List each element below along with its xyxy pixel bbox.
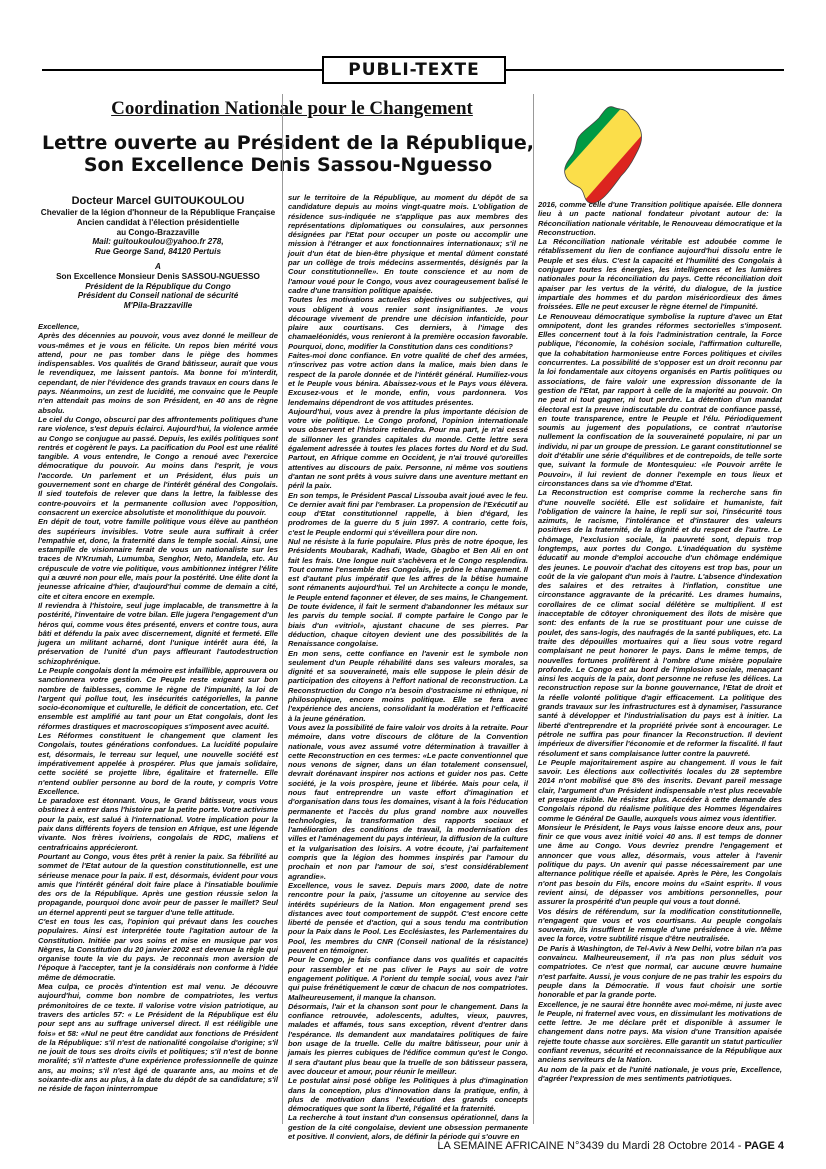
footer-separator: - [734, 1140, 745, 1152]
paragraph: Vos désirs de référendum, sur la modification constitutionnelle, n'engagent que vous et vos courtisans. Au peuple congolais souverain, ils insufflent le remugle d'une présidence à vie. Même avec la force, votre subtilité risque d'être neutralisée. [538, 906, 782, 944]
text-column-3 [538, 200, 782, 1120]
author-block [38, 194, 278, 311]
addressee-marker: A [155, 261, 161, 271]
author-mail: Mail: guitoukoulou@yahoo.fr 278, [92, 237, 224, 247]
paragraph: Le Peuple congolais dont la mémoire est infaillible, approuvera ou sanctionnera votre gestion. Ce Peuple reste exigeant sur bon nombre de faiblesses, comme le règne de l'impunité, la loi de l'argent qui pollue tout, les insécurités catégorielles, la panne socio-économique et culturelle, le déficit de concertation, etc. Cet ensemble est amplifié au tant pour un Etat congolais, dont les réformes drastiques et macroscopiques s'imposent avec acuité. [38, 665, 278, 731]
author-name: Docteur Marcel GUITOUKOULOU [71, 195, 245, 207]
paragraph: Après des décennies au pouvoir, vous avez donné le meilleur de vous-mêmes et je vous en félicite. Un repos bien mérité vous attend, pour ne pas tomber dans le piège des hommes indispensables. Vos qualités de Grand bâtisseur, aurait que vous le revendiquez, me laissent pantois. Ma bonne foi m'interdit, cependant, de nier l'évidence des grands travaux en cours dans le pays. Néanmoins, un zest de lucidité, me convainc que le Peuple n'en attendait pas moins de son Président, en 40 ans de règne absolu. [38, 331, 278, 415]
paragraph: Toutes les motivations actuelles objectives ou subjectives, qui vous obligent à vous renier sont insignifiantes. Je vous décourage vivement de prendre une décision infanticide, pour plaire aux courtisans. Ces derniers, à l'image des chamaeléonidés, vous renieront à la première occasion favorable. Pourquoi, donc, modifier la Constitution dans ces conditions? [288, 295, 528, 351]
text-column-1 [38, 322, 278, 1127]
recipient-name: Son Excellence Monsieur Denis SASSOU-NGUESSO [56, 271, 260, 281]
page-footer [437, 1140, 784, 1152]
author-title-3: au Congo-Brazzaville [116, 227, 200, 237]
paragraph: Le postulat ainsi posé oblige les Politiques à plus d'imagination dans la conception, plus d'innovation dans la pratique, enfin, à plus de motivation dans l'exécution des grands concepts démocratiques que sont la liberté, l'égalité et la fraternité. [288, 1076, 528, 1114]
column-rule-1 [282, 94, 283, 1124]
paragraph: Il reviendra à l'histoire, seul juge implacable, de transmettre à la postérité, l'inventaire de votre bilan. Elle jugera l'engagement d'un héros qui, comme vous êtes présenté, envers et contre tous, aura bâti et défendu la paix avec discernement, dignité et fermeté. Elle jugera un militant acharné, dont l'unique intérêt aura été, la préservation de l'unité d'un pays affleurant l'autodestruction schizophrénique. [38, 600, 278, 666]
paragraph: Pour le Congo, je fais confiance dans vos qualités et capacités pour rassembler et ne pas cliver le Pays au soir de votre engagement politique. A l'orient du temple social, vous avez l'air qui puise frénétiquement le cœur de chacun de nos compatriotes. Malheureusement, il manque la chanson. [288, 955, 528, 1002]
paragraph: Excellence, je ne saurai être honnête avec moi-même, ni juste avec le Peuple, ni fraternel avec vous, en dissimulant les motivations de cette lettre. Je me déclare prêt et disponible à assumer le changement dans notre pays. Ma vision d'une Transition apaisée rejette toute chasse aux sorcières. Elle garantit un statut particulier confiant revenus, sécurité et reconnaissance de la République aux anciens serviteurs de la Nation. [538, 999, 782, 1065]
author-title-2: Ancien candidat à l'élection présidentielle [76, 217, 240, 227]
paragraph: Aujourd'hui, vous avez à prendre la plus importante décision de votre vie politique. Le Congo profond, l'opinion internationale vous observent et l'histoire retiendra. Pour ma part, je n'ai cessé de sillonner les grandes capitales du monde. Cette lettre sera également adressée à toutes les places fortes du Nord et du Sud. Partout, en Afrique comme en Occident, je n'ai trouvé qu'oreilles attentives au discours de paix. Personne, ni même vos soutiens d'antan ne sont prêts à vous suivre dans une aventure mettant en péril la paix. [288, 406, 528, 491]
paragraph: Excellence, [38, 322, 80, 331]
paragraph: La Réconciliation nationale véritable est adoubée comme le rétablissement du lien de confiance aujourd'hui dissolu entre le Peuple et ses élus. C'est la capacité et l'humilité des Congolais à conjuguer toutes les énergies, les intelligences et les lumières nationales pour la réconciliation du pays. Cette réconciliation doit apaiser par les vertus de la vérité, du dialogue, de la justice impartiale des hommes et du pardon miséricordieux des âmes froissées. Elle ne peut excuser le règne éternel de l'impunité. [538, 237, 782, 312]
column-rule-2 [533, 94, 534, 1124]
paragraph: La Reconstruction est comprise comme la recherche sans fin d'une nouvelle société. Elle est solidaire et humaniste, fait l'obligation de vaincre la haine, le repli sur soi, l'insécurité tous azimuts, le racisme, l'intolérance et d'instaurer des valeurs positives de la fraternité, de la dignité et du respect de l'autre. Le chômage, l'exclusion sociale, la pauvreté sont, depuis trop longtemps, aux portes du Congo. L'inadéquation du système éducatif au monde d'emploi accouche d'un chômage endémique des jeunes. Le pouvoir d'achat des citoyens est trop bas, pour un coût de la vie galopant d'un mois à l'autre. L'absence d'indexation des salaires et des retraites à l'inflation, constitue une circonstance aggravante de la précarité. Les drames humains, corollaires de ce climat social délétère se multiplient. Il est inacceptable de côtoyer chroniquement des îlots de misère que sont: des enfants de la rue se prostituant pour une cuisse de poulet, des sans-logis, des naufragés de la santé publiques, etc. La traite des dépouilles mortuaires qui a lieu sous votre regard complaisant ne peut honorer le pays. Dans le même temps, de nouvelles fortunes prolifèrent à l'ombre d'une misère populaire profonde. Le Congo est au bord de l'implosion sociale, menaçant ainsi les acquis de la paix, dont personne ne refuse les délices. La reconstruction repose sur la bonne gouvernance, l'Etat de droit et la réelle volonté politique d'agir efficacement. La politique des grands travaux sur les infrastructures est à dynamiser, l'assurance santé à développer et l'industrialisation du pays est à initier. La liberté d'entreprendre et la propriété privée sont à encourager. Le pétrole ne suffira pas pour financer la Reconstruction. Il devient impérieux de diversifier l'économie et de reformer la fiscalité. Il faut résolument et sans complaisance lutter contre la pauvreté. [538, 488, 782, 758]
article-title [38, 132, 538, 176]
title-line-2: Son Excellence Denis Sassou-Nguesso [83, 154, 493, 176]
paragraph: Le Renouveau démocratique symbolise la rupture d'avec un Etat omnipotent, dont les grandes réformes sectorielles s'imposent. Elles concernent tout à la fois l'administration centrale, la Force publique, l'économie, la cohésion sociale, l'affirmation culturelle, que la cohabitation harmonieuse entre Forces politiques et civiles concurrentes. La possibilité de s'opposer est un droit reconnu par la loi fondamentale aux citoyens organisés en Partis politiques ou associations, de faire valoir une expression dissonante de la gestion de l'Etat, par rapport à celle de la majorité au pouvoir. On ne peut ni tout gagner, ni tout perdre. La détention d'un mandat électoral est la preuve indiscutable du contrat de confiance passé, en toute transparence, entre le Peuple et l'élu. Périodiquement soumis au jugement des populations, ce contrat n'autorise nullement la confiscation de la souveraineté populaire, ni par un individu, ni par un groupe de pression. Le garant constitutionnel se doit d'établir une série d'équilibres et de contrepoids, de telle sorte que, suivant la formule de Montesquieu: «le Pouvoir arrête le Pouvoir», il lui revient de donner l'exemple en tous lieux et circonstances dans sa vie d'homme d'Etat. [538, 311, 782, 488]
paragraph: Monsieur le Président, le Pays vous laisse encore deux ans, pour finir ce que vous avez initié voici 40 ans. Il est temps de donner une âme au Congo. Vous devriez prendre l'engagement et annoncer que vous allez, désormais, vous atteler à l'avenir politique du pays. Un avenir qui passe nécessairement par une alternance politique réelle et apaisée. Après le Père, les Congolais n'ont pas besoin du Fils, encore moins du «Saint esprit». Il vous revient ainsi, de dépasser vos ambitions personnelles, pour assurer la prospérité d'un peuple qui vous a tout donné. [538, 822, 782, 907]
paragraph: Vous avez la possibilité de faire valoir vos droits à la retraite. Pour mémoire, dans votre discours de clôture de la Convention nationale, vous avez assumé votre détermination à travailler à cette Reconstruction en ces termes: «Le pacte conventionnel que nous venons de signer, dans un élan totalement consensuel, devrait dorénavant inspirer nos actions et guider nos pas. Cette société, je la vois prospère, jeune et libérée. Mais pour cela, il nous faut entreprendre un vaste effort d'imagination et d'organisation dans tous les domaines, visant à la fois l'éducation permanente et l'accès du plus grand nombre aux nouvelles technologies, la transformation des rapports sociaux et l'amélioration des conditions de travail, la modernisation des villes et l'aménagement du pays intérieur, la diffusion de la culture et la vulgarisation des loisirs. A votre écoute, j'ai parfaitement compris que la légion des hommes inspirés par l'amour du prochain et non par l'amour de soi, s'est considérablement agrandie». [288, 722, 528, 881]
paragraph: Désormais, l'air et la chanson sont pour le changement. Dans la confiance retrouvée, adolescents, adultes, vieux, pauvres, malades et affamés, tous sans exception, rêvent d'entrer dans l'espérance. Ils demandent aux mandataires politiques de faire bon usage de la truelle. Celle du maître bâtisseur, pour unir à jamais les pierres cubiques de l'édifice commun qu'est le Congo. Il sera d'autant plus beau que la truelle de son bâtisseur passera, avec douceur et amour, pour réunir le meilleur. [288, 1001, 528, 1076]
page-number: PAGE 4 [744, 1140, 784, 1152]
paragraph: En son temps, le Président Pascal Lissouba avait joué avec le feu. Ce dernier avait fini par l'embraser. La propension de l'Exécutif au coup d'Etat constitutionnel rappelle, à bien d'égard, les prodromes de la guerre du 5 juin 1997. A contrario, cette fois, c'est le Peuple endormi qui s'éveillera pour dire non. [288, 490, 528, 537]
recipient-title-1: Président de la République du Congo [85, 281, 231, 291]
paragraph: En dépit de tout, votre famille politique vous élève au panthéon des supérieurs invisibles. Votre seule aura suffirait à créer l'empathie et, donc, la fraternité dans le temple social. Ainsi, une estampille de visionnaire ferait de vous un nationaliste sur les traces de N'Krumah, Lumumba, Senghor, Neto, Mandela, etc. Au crépuscule de votre vie politique, vous ambitionnez intégrer l'élite qui a œuvré non pour elle, mais pour la postérité. Une élite dont la jeunesse africaine d'hier, d'aujourd'hui comme de demain a cité, cite et citera encore en exemple. [38, 517, 278, 601]
paragraph: De Paris à Washington, de Tel-Aviv à New Delhi, votre bilan n'a pas convaincu. Malheureusement, il n'a pas non plus séduit vos compatriotes. Ce n'est que normal, car aucune œuvre humaine n'est parfaite. Aussi, je vous conjure de ne pas trahir les espoirs du peuple dans la Démocratie. Il vous faut choisir une sortie honorable et par la grande porte. [538, 943, 782, 1000]
paragraph: Les Réformes constituent le changement que clament les Congolais, toutes générations confondues. La lucidité populaire est, désormais, le terreau sur lequel, une nouvelle société est impérativement appelée à prospérer. Plus que jamais solidaire, cette société se projette libre, égalitaire et fraternelle. Elle n'entend oublier personne au bord de la route, y compris Votre Excellence. [38, 731, 278, 796]
paragraph: Mea culpa, ce procès d'intention est mal venu. Je découvre aujourd'hui, comme bon nombre de compatriotes, les vertus prémonitoires de ce texte. Il valorise votre vision patriotique, au travers des articles 57: « Le Président de la République est élu pour sept ans au suffrage universel direct. Il est rééligible une fois» et 58: «Nul ne peut être candidat aux fonctions de Président de la République: s'il n'est de nationalité congolaise d'origine; s'il ne jouit de tous ses droits civils et politiques; s'il n'est de bonne moralité; s'il n'atteste d'une expérience professionnelle de quinze ans, au moins; s'il n'est âgé de quarante ans, au moins et de soixante-dix ans au plus, à la date du dépôt de sa candidature; s'il ne réside de façon ininterrompue [38, 982, 278, 1094]
paragraph: Nul ne résiste à la furie populaire. Plus près de notre époque, les Présidents Moubarak, Kadhafi, Wade, Gbagbo et Ben Ali en ont fait les frais. Une longue nuit s'achèvera et le Congo resplendira. Tout comme l'ensemble des Congolais, je prône le changement. Il est d'autant plus impératif que les affres de la bêtise humaine sont rémanents aujourd'hui. Tel un Architecte a conçu le monde, le Peuple entend façonner et élever, de ses mains, le Changement. De toute évidence, il fait le serment d'abandonner les métaux sur les parvis du temple social. Il compte parfaire le Congo par le biais d'un «vitriol», ajustant chacune de ses pierres. Par déduction, chaque citoyen devient une des possibilités de la Renaissance congolaise. [288, 536, 528, 649]
organization-heading: Coordination Nationale pour le Changement [111, 98, 473, 119]
issue-info: N°3439 du Mardi 28 Octobre 2014 [567, 1140, 735, 1152]
paragraph: Pourtant au Congo, vous êtes prêt à renier la paix. Sa fébrilité au sommet de l'Etat autour de la question constitutionnelle, est une sérieuse menace pour la paix. Il est, désormais, évident pour vous amis que l'intérêt général doit faire place à l'insatiable boulimie des ors de la République. Après une gestion réussie selon la propagande, pourquoi donc avoir peur de passer le maillet? Seul un éternel apprenti peut se targuer d'une telle attitude. [38, 851, 278, 917]
paragraph: sur le territoire de la République, au moment du dépôt de sa candidature depuis au moins vingt-quatre mois. L'obligation de résidence sus-indiquée ne s'applique pas aux membres des représentations diplomatiques ou consulaires, aux personnes désignées par l'Etat pour occuper un poste ou accomplir une mission à l'étranger et aux fonctionnaires internationaux; s'il ne jouit d'un état de bien-être physique et mental dûment constaté par un collège de trois médecins assermentés, désignés par la Cour constitutionnelle». En toute conscience et au nom de l'amour voué pour le Congo, vous avez courageusement balisé le cadre d'une transition politique apaisée. [288, 193, 528, 295]
paragraph: Excellence, vous le savez. Depuis mars 2000, date de notre rencontre pour la paix, j'assume un citoyenne au service des intérêts supérieurs de la Nation. Mon engagement prend ses distances avec tout comportement de suppôt. C'est encore cette liberté de pensée et d'action, qui a sous tendu ma contribution pour la Paix dans le Pool. Les Ecclésiastes, les Parlementaires du Pool, les membres du CNR (Conseil national de la résistance) peuvent en témoigner. [288, 880, 528, 956]
section-band: PUBLI-TEXTE [322, 56, 506, 84]
paragraph: Au nom de la paix et de l'unité nationale, je vous prie, Excellence, d'agréer l'expression de mes sentiments patriotiques. [538, 1064, 782, 1083]
paragraph: Le Peuple majoritairement aspire au changement. Il vous le fait savoir. Les élections aux collectivités locales du 28 septembre 2014 n'ont mobilisé que 8% des inscrits. Devant pareil message clair, l'argument d'un Président indispensable n'est plus recevable et presque risible. Ne résistez plus. Accéder à cette demande des Congolais répond du réalisme politique des Hommes légendaires comme le Général De Gaulle, auxquels vous aimez vous identifier. [538, 757, 782, 823]
author-title-1: Chevalier de la légion d'honneur de la République Française [40, 208, 276, 217]
paragraph: Faites-moi donc confiance. En votre qualité de chef des armées, n'inscrivez pas votre action dans la malice, mais bien dans le respect de la parole donnée et de l'intérêt général. Humiliez-vous et le Peuple vous bénira. Abaissez-vous et le Pays vous élèvera. Excusez-vous et le monde, enfin, vous pardonnera. Vos lendemains dépendront de vos attitudes présentes. [288, 351, 528, 407]
paragraph: La recherche à tout instant d'un consensus opérationnel, dans la gestion de la cité congolaise, devient une obsession permanente et positive. Il convient, alors, de définir la période qui s'ouvre en [288, 1113, 528, 1141]
publication-name: LA SEMAINE AFRICAINE [437, 1140, 564, 1152]
title-line-1: Lettre ouverte au Président de la République, [41, 132, 535, 154]
paragraph: Le ciel du Congo, obscurci par des affrontements politiques d'une rare violence, s'est depuis éclairci. Aujourd'hui, la violence armée au Congo se conjugue au passé. Depuis, les exilés politiques sont rentrés et cogèrent le pays. La pacification du Pool est une réalité tangible. A vous entendre, le Congo a renoué avec l'exercice démocratique du pouvoir. Au moins dans l'esprit, je vous l'accorde. Un parlement et un Président, élus puis un gouvernement sont en charge de l'intérêt général des Congolais. Il sied toutefois de relever que dans la lettre, la faiblesse des contre-pouvoirs et la permanente collusion avec l'opposition, consacrent un exercice absolutiste et monolithique du pouvoir. [38, 414, 278, 517]
paragraph: C'est en tous les cas, l'opinion qui prévaut dans les couches populaires. Ainsi est interprétée toute l'agitation autour de la Constitution. Initiée par vos soins et mise en musique par vos Nègres, la Constitution du 20 janvier 2002 est devenue la règle qui organise toute la vie du pays. Je reconnais mon aversion de l'époque à l'accepter, tant je la considérais non conforme à l'idée même de démocratie. [38, 917, 278, 982]
author-address: Rue George Sand, 84120 Pertuis [94, 247, 222, 257]
paragraph: En mon sens, cette confiance en l'avenir est le symbole non seulement d'un Peuple réhabilité dans ses valeurs morales, sa dignité et sa souveraineté, mais elle suppose le plein désir de participation des citoyens à l'effort national de reconstruction. La Reconstruction du Congo n'a besoin d'ostracisme ni ethnique, ni philosophique, encore moins politique. Elle se fera avec l'expérience des anciens, consolidant la modération et l'efficacité à la jeune génération. [288, 648, 528, 723]
recipient-location: M'Pila-Brazzaville [123, 301, 193, 311]
text-column-2 [288, 193, 528, 1141]
paragraph: Le paradoxe est étonnant. Vous, le Grand bâtisseur, vous vous obstinez à entrer dans l'histoire par la petite porte. Votre activisme pour la paix, est salué à l'international. Votre implication pour la paix dans différents foyers de tension en Afrique, est une légende vivante. Nos frères ivoiriens, congolais de RDC, maliens et centrafricains apprécieront. [38, 796, 278, 852]
recipient-title-2: Président du Conseil national de sécurité [77, 291, 239, 301]
paragraph: 2016, comme celle d'une Transition politique apaisée. Elle donnera lieu à un pacte national fondateur pivotant autour de: la Réconciliation nationale véritable, le Renouveau démocratique et la Reconstruction. [538, 200, 782, 237]
congo-map-flag-image [555, 104, 650, 209]
